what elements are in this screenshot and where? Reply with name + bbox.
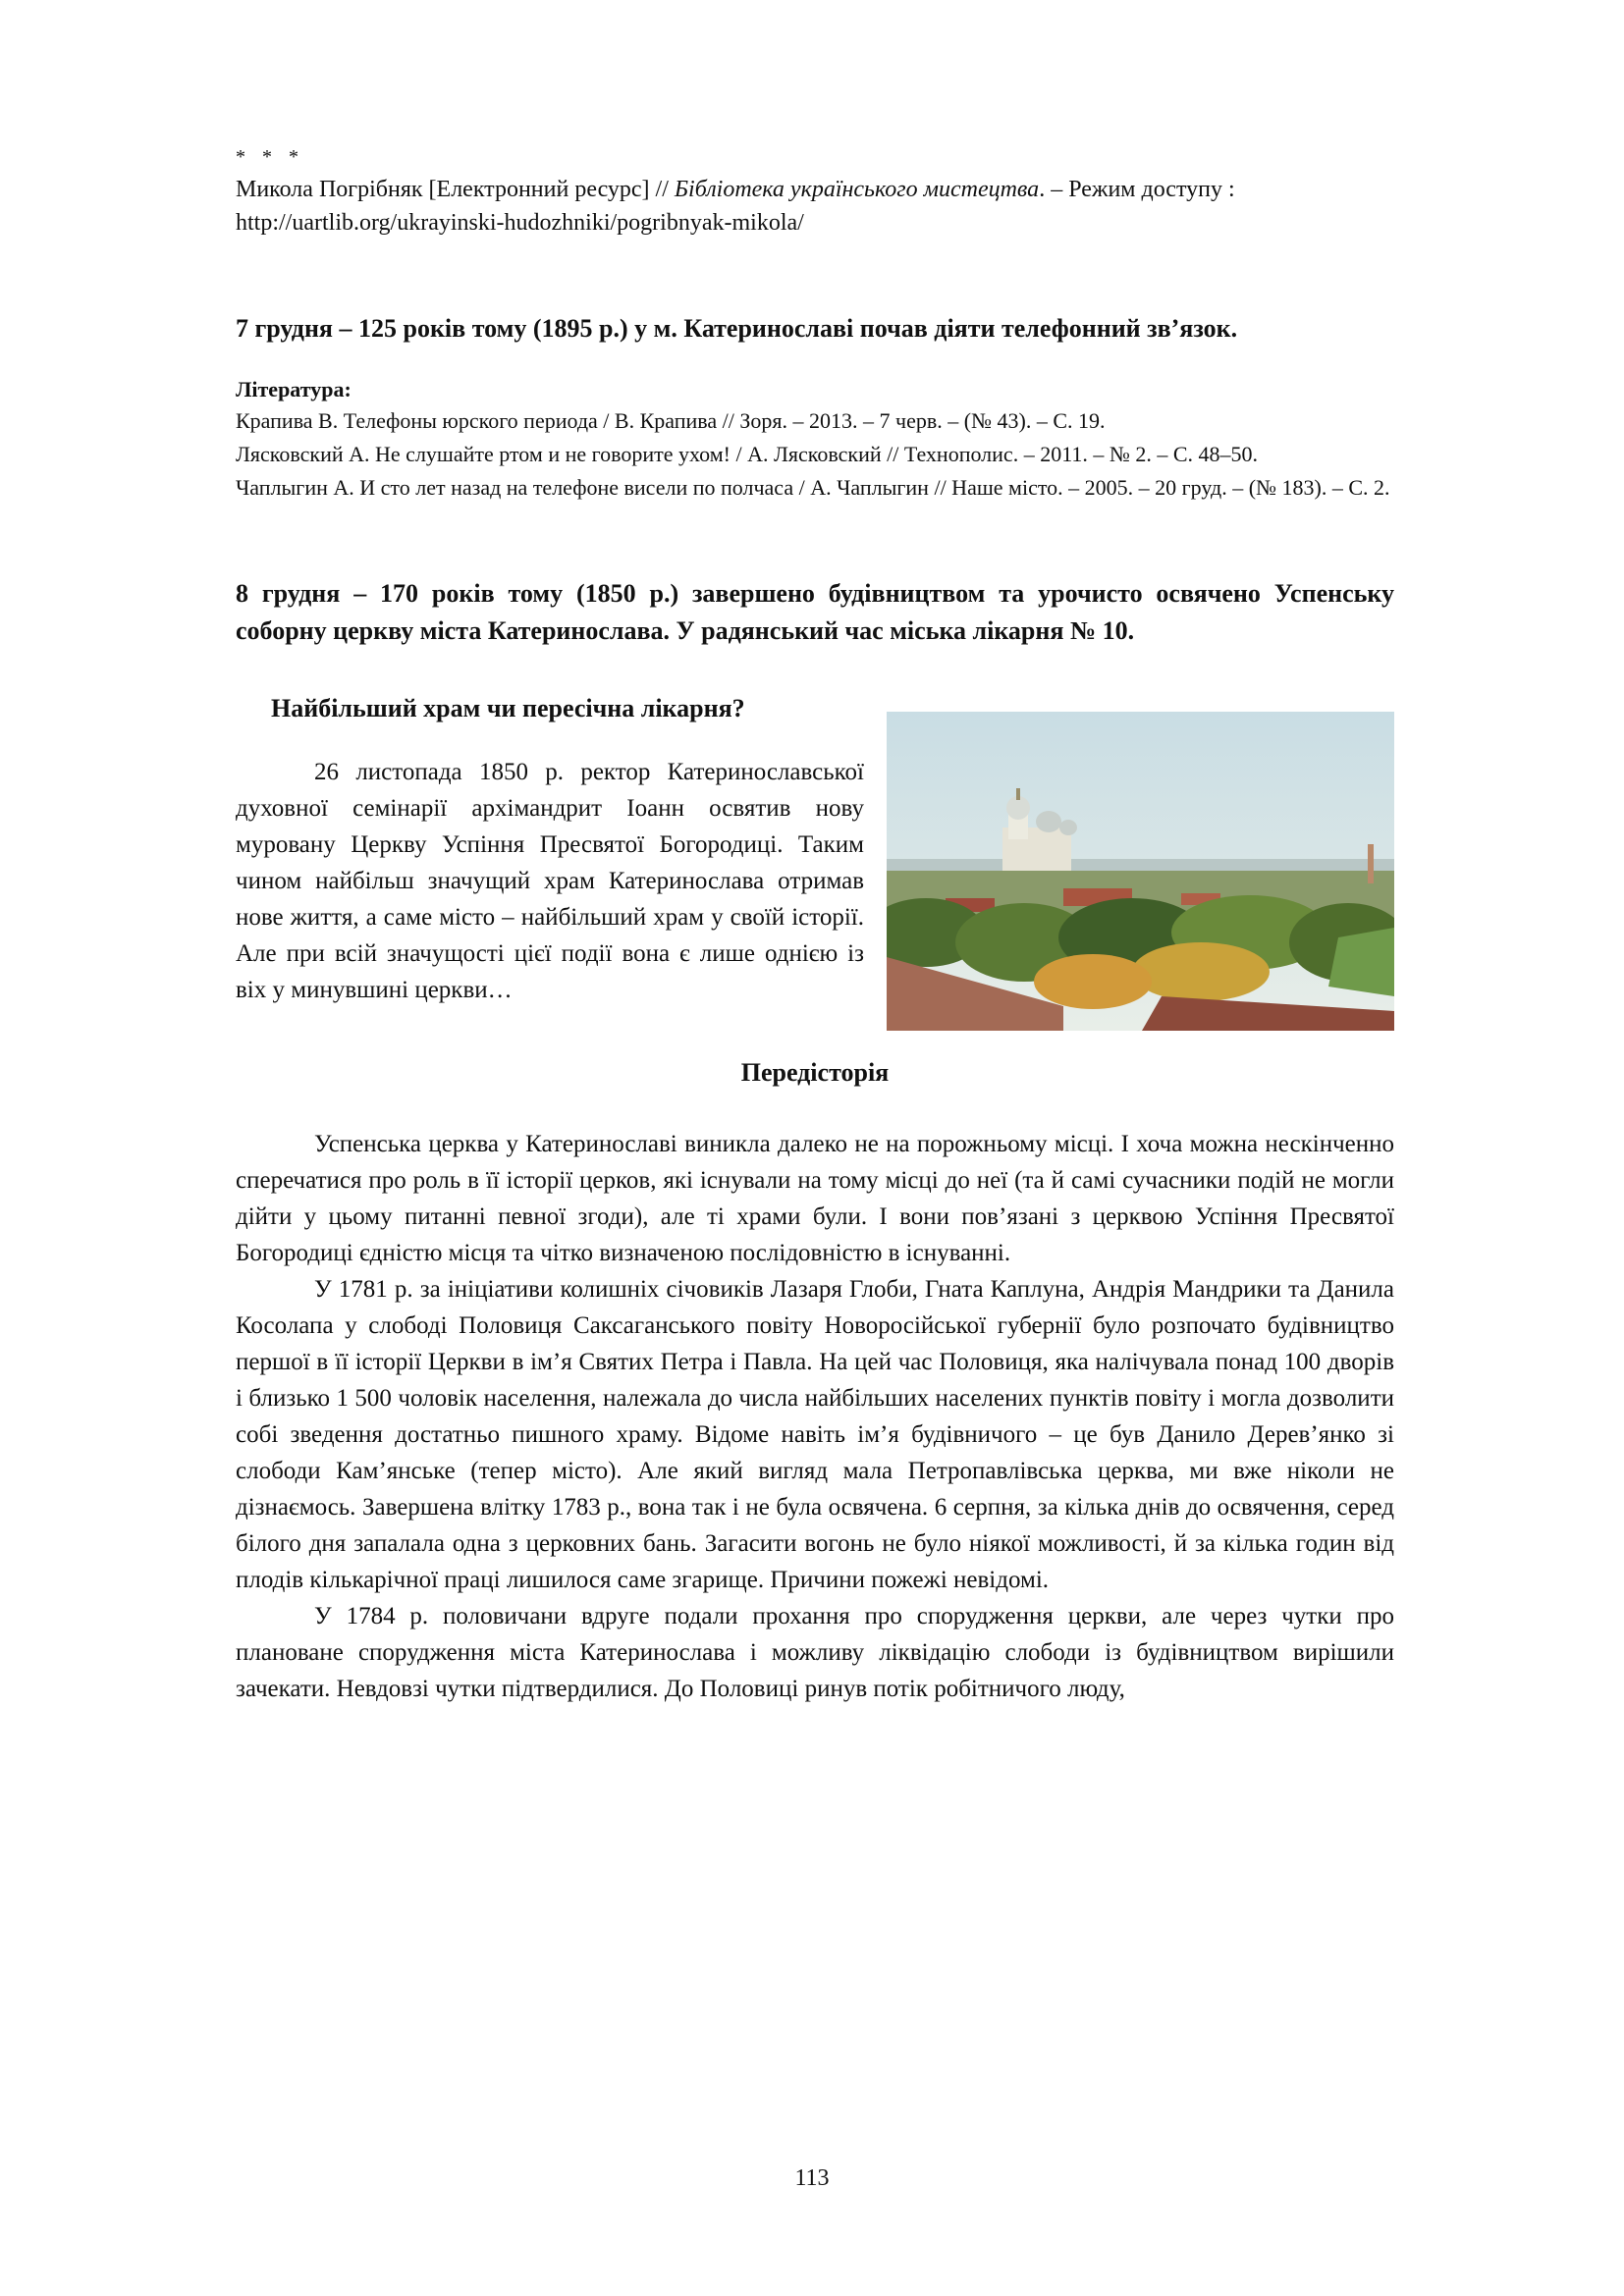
ref-text-before: Микола Погрібняк [Електронний ресурс] // <box>236 177 675 202</box>
body-paragraph: Успенська церква у Катеринославі виникла далеко не на порожньому місці. І хоча можна нескінченно сперечатися про роль в її історії церков, які існували на тому місці до неї (та й самі сучасники подій не могли дійти у цьому питанні певної згоди), але ті храми були. І вони пов’язані з церквою Успіння Пресвятої Богородиці єдністю місця та чітко визначеною послідовністю в існуванні. <box>236 1131 1394 1266</box>
page-number: 113 <box>794 2165 830 2191</box>
city-panorama-illustration <box>887 712 1394 1031</box>
reference-url: http://uartlib.org/ukrayinski-hudozhniki/pogribnyak-mikola/ <box>236 210 804 236</box>
literature-item: Чаплыгин А. И сто лет назад на телефоне висели по полчаса / А. Чаплыгин // Наше місто. – 2005. – 20 груд. – (№ 183). – С. 2. <box>236 475 1390 500</box>
body-paragraph: У 1781 р. за ініціативи колишніх січовиків Лазаря Глоби, Гната Каплуна, Андрія Мандрики та Данила Косолапа у слободі Половиця Саксаганського повіту Новоросійської губернії було розпочато будівництво першої в її історії Церкви в ім’я Святих Петра і Павла. На цей час Половиця, яка налічувала понад 100 дворів і близько 1 500 чоловік населення, належала до числа найбільших населених пунктів повіту і могла дозволити собі зведення достатньо пишного храму. Відоме навіть ім’я будівничого – це був Данило Дерев’янко зі слободи Кам’янське (тепер місто). Але який вигляд мала Петропавлівська церква, ми вже ніколи не дізнаємось. Завершена влітку 1783 р., вона так і не була освячена. 6 серпня, за кілька днів до освячення, серед білого дня запалала одна з церковних бань. Загасити вогонь не було ніякої можливості, й за кілька годин від плодів кількарічної праці лишилося саме згарище. Причини пожежі невідомі. <box>236 1276 1394 1593</box>
top-reference <box>236 173 1394 206</box>
ref-italic-source: Бібліотека українського мистецтва <box>674 177 1040 202</box>
literature-label: Література: <box>236 377 352 401</box>
body-paragraph: У 1784 р. половичани вдруге подали прохання про спорудження церкви, але через чутки про плановане спорудження міста Катеринослава і можливу ліквідацію слободи із будівництвом вирішили зачекати. Невдовзі чутки підтвердилися. До Половиці ринув потік робітничого люду, <box>236 1603 1394 1702</box>
separator-stars: * * * <box>236 146 304 168</box>
literature-item: Крапива В. Телефоны юрского периода / В. Крапива // Зоря. – 2013. – 7 черв. – (№ 43). – С. 19. <box>236 408 1106 433</box>
article-subtitle: Найбільший храм чи пересічна лікарня? <box>271 694 745 722</box>
page-content <box>236 147 1394 1707</box>
section-heading: Передісторія <box>740 1058 890 1087</box>
literature-item: Лясковский А. Не слушайте ртом и не говорите ухом! / А. Лясковский // Технополис. – 2011. – № 2. – С. 48–50. <box>236 442 1259 466</box>
event1-title: 7 грудня – 125 років тому (1895 р.) у м. Катеринославі почав діяти телефонний зв’язок. <box>236 314 1238 343</box>
cathedral-postcard-image <box>887 712 1394 1031</box>
intro-paragraph: 26 листопада 1850 р. ректор Катеринославської духовної семінарії архімандрит Іоанн освятив нову муровану Церкву Успіння Пресвятої Богородиці. Таким чином найбільш значущий храм Катеринослава отримав нове життя, а саме місто – найбільший храм у своїй історії. Але при всій значущості цієї події вона є лише однією із віх у минувшині церкви… <box>236 759 864 1003</box>
ref-text-after: . – Режим доступу : <box>1039 177 1235 202</box>
event2-title: 8 грудня – 170 років тому (1850 р.) завершено будівництвом та урочисто освячено Успенську соборну церкву міста Катеринослава. У радянський час міська лікарня № 10. <box>236 579 1394 645</box>
